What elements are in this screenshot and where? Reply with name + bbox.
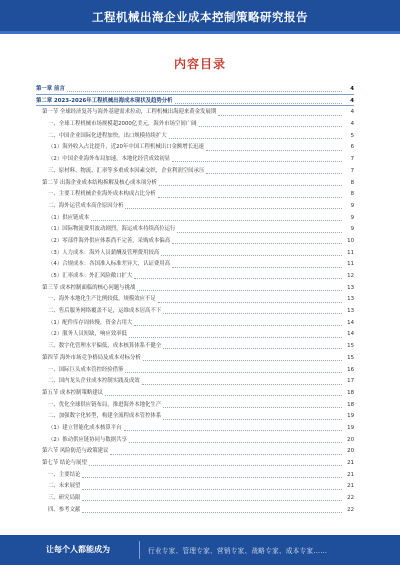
toc-leader-dots	[158, 197, 342, 198]
toc-entry[interactable]	[36, 142, 354, 154]
toc-leader-dots	[163, 348, 342, 349]
toc-page-number: 19	[347, 424, 354, 431]
toc-entry[interactable]	[36, 411, 354, 423]
toc-leader-dots	[89, 465, 342, 466]
toc-entry[interactable]	[36, 388, 354, 400]
toc-entry-title: 二、海外运营成本高企原因分析	[48, 202, 124, 209]
page-footer	[0, 535, 400, 565]
toc-entry[interactable]	[36, 446, 354, 458]
toc-leader-dots	[199, 126, 343, 127]
toc-page-number: 4	[350, 121, 354, 128]
toc-entry-title: （1）国际物流费用波动剧烈，海运成本持续高位运行	[48, 226, 176, 233]
toc-entry[interactable]	[36, 283, 354, 295]
toc-entry[interactable]	[36, 329, 354, 341]
toc-leader-dots	[134, 325, 342, 326]
toc-entry-title: （1）供应链成本	[48, 214, 90, 221]
toc-leader-dots	[91, 220, 342, 221]
toc-leader-dots	[175, 103, 342, 104]
toc-page-number: 9	[350, 202, 354, 209]
footer-tagline: 行业专家、管理专家、营销专家、战略专家、成本专家……	[148, 547, 328, 555]
toc-entry[interactable]	[36, 423, 354, 435]
toc-page-number: 22	[347, 495, 354, 502]
toc-chapter-entry[interactable]	[36, 84, 354, 96]
toc-page-number: 9	[350, 226, 354, 233]
toc-leader-dots	[82, 489, 342, 490]
toc-page-number: 8	[350, 191, 354, 198]
toc-leader-dots	[125, 208, 342, 209]
toc-entry[interactable]	[36, 189, 354, 201]
toc-leader-dots	[143, 360, 342, 361]
toc-page-number: 21	[347, 483, 354, 490]
toc-page-number: 5	[350, 132, 354, 139]
toc-entry-title: 第一节 全球经济复苏与海外基建需求拉动，工程机械出海迎来黄金发展期	[42, 109, 217, 116]
toc-entry-title: 三、研究局限	[48, 495, 81, 502]
toc-entry-title: 二、未来展望	[48, 483, 81, 490]
toc-page-number: 21	[347, 460, 354, 466]
toc-page-number: 9	[350, 214, 354, 221]
toc-chapter-entry[interactable]	[36, 96, 354, 108]
toc-entry-title: （2）推动供应链协同与数据共享	[48, 436, 127, 443]
toc-leader-dots	[206, 173, 342, 174]
toc-page-number: 14	[347, 331, 354, 338]
toc-leader-dots	[82, 477, 342, 478]
toc-entry[interactable]	[36, 365, 354, 377]
toc-entry-title: 第二节 出海企业成本结构拆解及核心成本项分析	[42, 179, 157, 186]
toc-entry[interactable]	[36, 166, 354, 178]
report-title: 工程机械出海企业成本控制策略研究报告	[92, 10, 308, 24]
toc-page-number: 20	[347, 436, 354, 443]
toc-leader-dots	[172, 243, 342, 244]
toc-entry[interactable]	[36, 271, 354, 283]
toc-page-number: 6	[350, 144, 354, 151]
toc-entry[interactable]	[36, 435, 354, 447]
toc-entry[interactable]	[36, 341, 354, 353]
toc-heading: 内容目录	[173, 57, 226, 71]
toc-entry[interactable]	[36, 318, 354, 330]
toc-page-number: 18	[347, 389, 354, 396]
toc-page-number: 19	[347, 413, 354, 420]
toc-entry-title: 二、国内龙头企业成本控制实践及成效	[48, 378, 140, 385]
toc-entry[interactable]	[36, 248, 354, 260]
toc-entry-title: 第三节 成本控制面临的核心问题与挑战	[42, 284, 136, 291]
toc-page-number: 21	[347, 471, 354, 478]
toc-page-number: 13	[347, 284, 354, 291]
toc-entry[interactable]	[36, 213, 354, 225]
toc-entry[interactable]	[36, 236, 354, 248]
toc-page-number: 4	[350, 97, 354, 104]
toc-entry-title: （2）零部件海外供应体系尚不完善，采购成本偏高	[48, 237, 171, 244]
toc-entry[interactable]	[36, 353, 354, 365]
toc-leader-dots	[82, 512, 342, 513]
toc-page-number: 17	[347, 378, 354, 385]
toc-entry-title: 二、加强数字化转型，构建全流程成本管控体系	[48, 413, 162, 420]
toc-entry-title: 第四节 海外市场竞争格局及成本对标分析	[42, 354, 141, 361]
toc-page-number: 12	[347, 273, 354, 279]
toc-entry-title: 三、原材料、物流、汇率等多重成本因素交织，企业利润空间承压	[48, 167, 205, 174]
toc-entry-title: （1）配件库存周转慢，资金占用大	[48, 319, 133, 326]
footer-slogan: 让每个人都能成为	[46, 545, 110, 554]
toc-entry-title: （1）海外收入占比提升，近20年中国工程机械出口金额增长迅速	[48, 144, 204, 151]
toc-entry[interactable]	[36, 306, 354, 318]
toc-entry[interactable]	[36, 201, 354, 213]
toc-page-number: 7	[350, 156, 354, 163]
toc-page-number: 8	[350, 179, 354, 186]
toc-entry-title: 三、数字化管理水平偏低，成本核算体系不健全	[48, 343, 162, 350]
toc-entry-title: 一、主要结论	[48, 471, 81, 478]
toc-page-number: 4	[350, 86, 354, 92]
toc-page-number: 15	[347, 354, 354, 361]
toc-leader-dots	[134, 278, 342, 279]
toc-leader-dots	[129, 442, 342, 443]
toc-leader-dots	[129, 337, 342, 338]
toc-page-number: 11	[347, 261, 354, 268]
toc-entry[interactable]	[36, 178, 354, 190]
toc-entry[interactable]	[36, 259, 354, 271]
footer-divider	[139, 541, 140, 559]
toc-leader-dots	[169, 138, 342, 139]
toc-page-number: 13	[347, 296, 354, 303]
toc-page-number: 7	[350, 167, 354, 174]
toc-page-number: 16	[347, 366, 354, 373]
toc-entry-title: （5）汇率成本：外汇风险敞口扩大	[48, 273, 133, 279]
toc-leader-dots	[82, 500, 342, 501]
toc-entry-title: 第六节 风险防范与政策建议	[42, 448, 109, 455]
toc-entry-title: （4）合规成本：各国准入标准差异大，认证费用高	[48, 261, 171, 268]
toc-entry[interactable]	[36, 119, 354, 131]
toc-leader-dots	[137, 290, 342, 291]
toc-entry-title: 二、售后服务网络覆盖不足，运维成本居高不下	[48, 308, 162, 315]
toc-leader-dots	[163, 313, 342, 314]
toc-entry[interactable]	[36, 481, 354, 493]
toc-leader-dots	[125, 372, 342, 373]
toc-entry[interactable]	[36, 470, 354, 482]
toc-page-number: 4	[350, 109, 354, 116]
toc-leader-dots	[161, 255, 342, 256]
toc-page-number: 15	[347, 343, 354, 350]
toc-entry[interactable]	[36, 400, 354, 412]
toc-leader-dots	[142, 384, 342, 385]
toc-page-number: 13	[347, 308, 354, 315]
page-header	[0, 0, 400, 34]
toc-entry-title: 二、中国企业国际化进程加快，出口规模持续扩大	[48, 132, 167, 139]
toc-leader-dots	[110, 454, 342, 455]
toc-leader-dots	[177, 232, 342, 233]
toc-entry-title: 第五节 成本控制策略建议	[42, 389, 104, 396]
toc-page-number: 11	[347, 249, 354, 256]
toc-leader-dots	[159, 185, 342, 186]
toc-entry[interactable]	[36, 107, 354, 119]
toc-entry-title: 第二章 2023-2026年工程机械出海成本现状及趋势分析	[36, 97, 173, 104]
toc-leader-dots	[206, 150, 342, 151]
toc-entry-title: （1）建立智能化成本核算平台	[48, 424, 122, 431]
toc-entry[interactable]	[36, 493, 354, 505]
toc-leader-dots	[172, 161, 342, 162]
toc-entry[interactable]	[36, 458, 354, 470]
toc-page-number: 14	[347, 319, 354, 326]
toc-entry[interactable]	[36, 154, 354, 166]
toc-leader-dots	[163, 407, 342, 408]
toc-entry-title: （2）服务人员短缺，响应效率低	[48, 331, 127, 338]
toc-entry-title: 四、参考文献	[48, 506, 81, 513]
toc-entry-title: 一、海外本地化生产比例较低，规模效应不足	[48, 296, 156, 303]
toc-leader-dots	[158, 302, 342, 303]
table-of-contents	[36, 84, 354, 516]
toc-leader-dots	[67, 91, 342, 92]
toc-entry-title: 一、主要工程机械企业海外成本构成占比分析	[48, 191, 156, 198]
toc-entry-title: 一、国际巨头成本管控经验借鉴	[48, 366, 124, 373]
toc-entry-title: 一、全球工程机械市场规模超2000亿美元，海外市场空间广阔	[48, 121, 197, 128]
toc-entry[interactable]	[36, 131, 354, 143]
toc-page-number: 18	[347, 401, 354, 408]
toc-entry-title: 第七节 结论与展望	[42, 460, 87, 466]
toc-page-number: 10	[347, 237, 354, 244]
toc-leader-dots	[163, 419, 342, 420]
toc-entry-title: 一、优化全球供应链布局，推进海外本地化生产	[48, 401, 162, 408]
toc-entry[interactable]	[36, 376, 354, 388]
toc-page-number: 20	[347, 448, 354, 455]
toc-entry-title: （3）人力成本：海外人员薪酬及管理费用较高	[48, 249, 160, 256]
toc-entry-title: 第一章 前言	[36, 86, 65, 92]
toc-entry[interactable]	[36, 505, 354, 517]
toc-entry[interactable]	[36, 294, 354, 306]
toc-leader-dots	[124, 430, 342, 431]
toc-leader-dots	[105, 395, 342, 396]
toc-leader-dots	[218, 115, 342, 116]
toc-entry[interactable]	[36, 224, 354, 236]
toc-leader-dots	[172, 267, 342, 268]
toc-page-number: 22	[347, 506, 354, 513]
toc-entry-title: （2）中国企业海外布局加速，本地化经营成效初显	[48, 156, 171, 163]
